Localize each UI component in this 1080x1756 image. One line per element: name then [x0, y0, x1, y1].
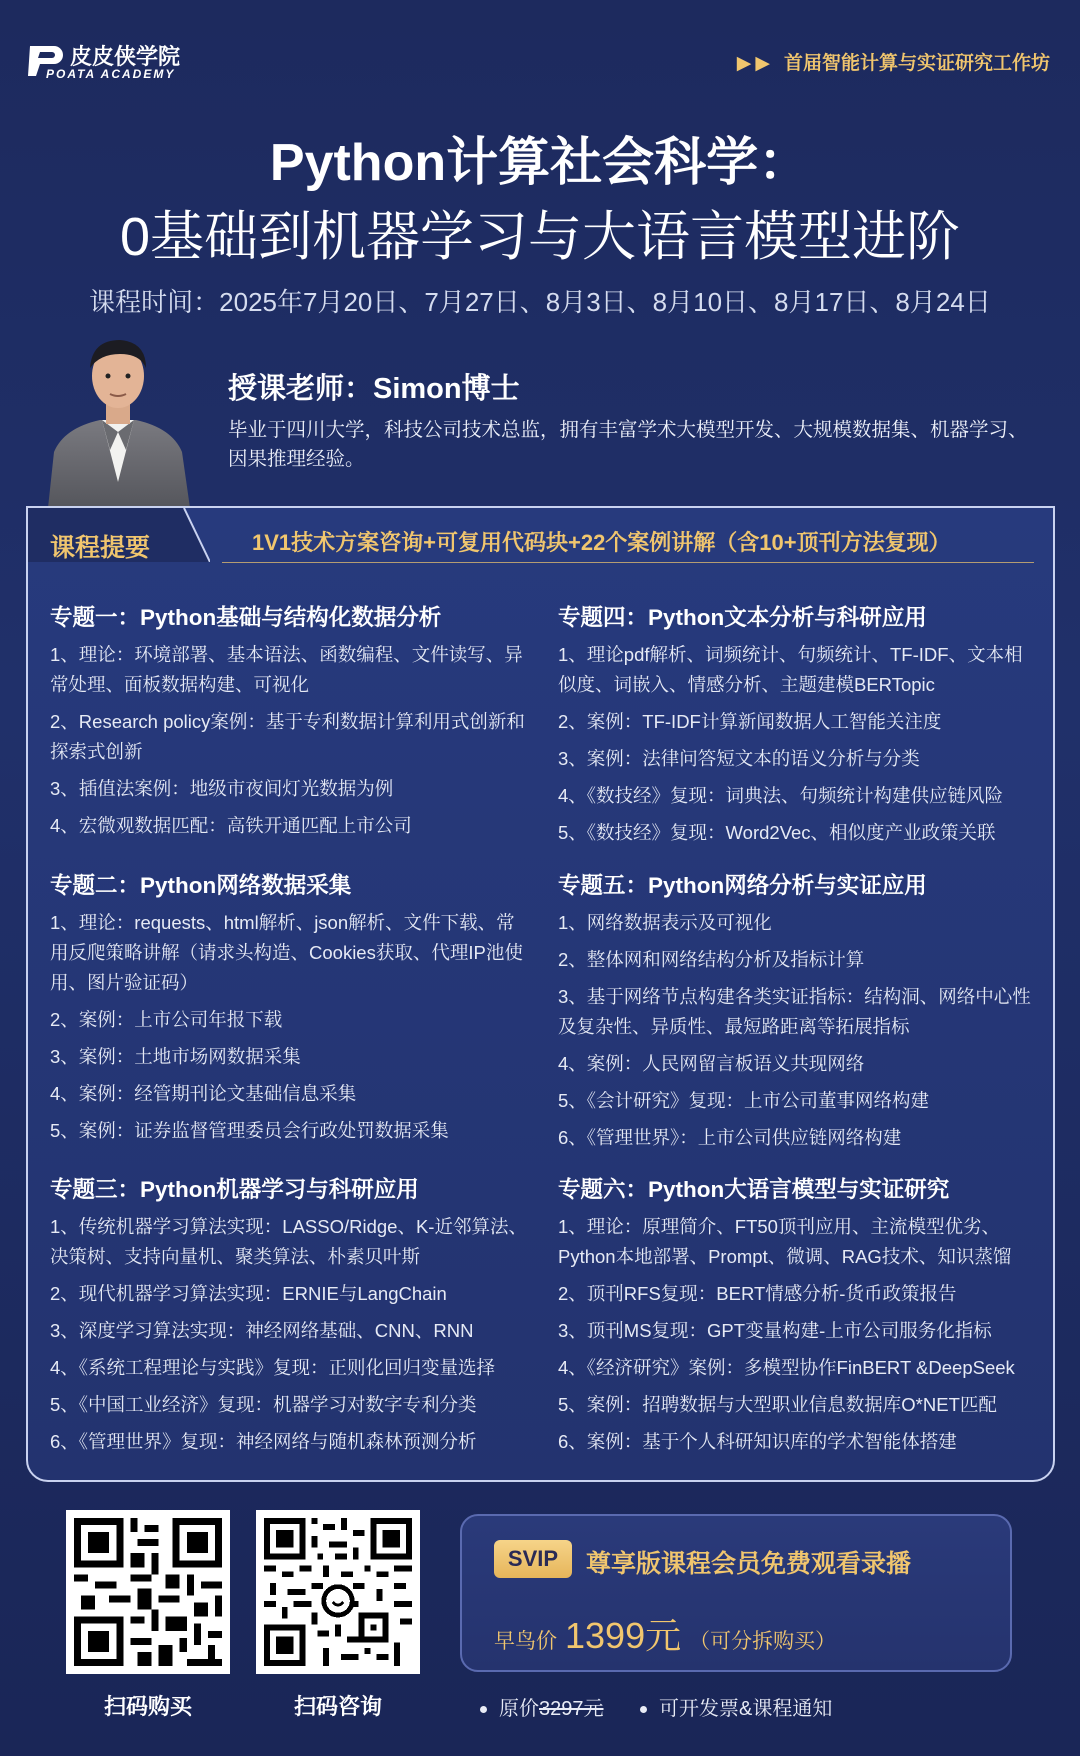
topic-item: 1、理论：原理简介、FT50顶刊应用、主流模型优劣、Python本地部署、Prompt、微调、RAG技术、知识蒸馏 — [558, 1216, 1012, 1267]
purchase-qr-code[interactable] — [66, 1510, 230, 1674]
topic-title: 专题三：Python机器学习与科研应用 — [50, 1177, 419, 1202]
topic-item: 6、《管理世界》复现：神经网络与随机森林预测分析 — [50, 1431, 477, 1452]
invoice-text: 可开发票&课程通知 — [659, 1698, 833, 1720]
topic-item: 2、Research policy案例：基于专利数据计算利用式创新和探索式创新 — [50, 711, 525, 762]
pricing-panel — [460, 1514, 1012, 1672]
topic-item: 1、理论：环境部署、基本语法、函数编程、文件读写、异常处理、面板数据构建、可视化 — [50, 644, 523, 695]
topic-item: 4、宏微观数据匹配：高铁开通匹配上市公司 — [50, 815, 412, 836]
topic-item: 6、《管理世界》：上市公司供应链网络构建 — [558, 1127, 902, 1148]
topic-item: 2、案例：TF-IDF计算新闻数据人工智能关注度 — [558, 711, 942, 732]
topic-item: 3、插值法案例：地级市夜间灯光数据为例 — [50, 778, 394, 799]
qr-code-icon — [74, 1518, 222, 1666]
topic-item: 4、案例：人民网留言板语义共现网络 — [558, 1053, 865, 1074]
topic-item: 3、案例：法律问答短文本的语义分析与分类 — [558, 748, 920, 769]
topic-item: 3、案例：土地市场网数据采集 — [50, 1046, 301, 1067]
topic-section-2 — [50, 868, 530, 1153]
price-value: 1399元 — [565, 1615, 682, 1656]
topic-title: 专题四：Python文本分析与科研应用 — [558, 605, 927, 630]
invoice-note — [640, 1692, 832, 1721]
topic-item: 6、案例：基于个人科研知识库的学术智能体搭建 — [558, 1431, 957, 1452]
topic-item: 3、基于网络节点构建各类实证指标：结构洞、网络中心性及复杂性、异质性、最短路距离等拓展指标 — [558, 986, 1031, 1037]
topic-section-3 — [50, 1172, 530, 1464]
topic-item: 4、《数技经》复现：词典法、句频统计构建供应链风险 — [558, 785, 1004, 806]
topic-item: 1、理论：requests、html解析、json解析、文件下载、常用反爬策略讲解（请求头构造、Cookies获取、代理IP池使用、图片验证码） — [50, 912, 523, 993]
topic-item: 1、网络数据表示及可视化 — [558, 912, 772, 933]
topic-item: 3、深度学习算法实现：神经网络基础、CNN、RNN — [50, 1320, 474, 1341]
topic-item: 2、案例：上市公司年报下载 — [50, 1009, 283, 1030]
topic-section-1 — [50, 600, 530, 848]
topic-item: 2、现代机器学习算法实现：ERNIE与LangChain — [50, 1283, 447, 1304]
topic-item: 4、《系统工程理论与实践》复现：正则化回归变量选择 — [50, 1357, 496, 1378]
topic-item: 1、传统机器学习算法实现：LASSO/Ridge、K-近邻算法、决策树、支持向量机、聚类算法、朴素贝叶斯 — [50, 1216, 527, 1267]
logo-english-name: POATA ACADEMY — [46, 67, 176, 81]
original-price-value: 3297元 — [539, 1698, 604, 1720]
double-arrow-icon: ▶▶ — [736, 53, 774, 74]
topic-item: 5、案例：招聘数据与大型职业信息数据库O*NET匹配 — [558, 1394, 997, 1415]
topic-item: 5、《数技经》复现：Word2Vec、相似度产业政策关联 — [558, 822, 996, 843]
card-headline: 1V1技术方案咨询+可复用代码块+22个案例讲解（含10+顶刊方法复现） — [252, 530, 951, 555]
split-purchase-note: （可分拆购买） — [689, 1630, 837, 1653]
topic-item: 5、《中国工业经济》复现：机器学习对数字专利分类 — [50, 1394, 477, 1415]
logo-chinese-name: 皮皮侠学院 — [70, 44, 181, 69]
qr-caption-consult: 扫码咨询 — [293, 1694, 382, 1719]
divider — [222, 562, 1034, 563]
page-title: Python计算社会科学： — [269, 134, 811, 192]
teacher-description: 毕业于四川大学，科技公司技术总监，拥有丰富学术大模型开发、大规模数据集、机器学习、因果推理经验。 — [228, 419, 1028, 470]
topic-item: 3、顶刊MS复现：GPT变量构建-上市公司服务化指标 — [558, 1320, 992, 1341]
topic-item: 5、《会计研究》复现：上市公司董事网络构建 — [558, 1090, 930, 1111]
original-price-label: 原价 — [499, 1698, 539, 1720]
svip-description: 尊享版课程会员免费观看录播 — [586, 1550, 912, 1578]
topic-item: 1、理论pdf解析、词频统计、句频统计、TF-IDF、文本相似度、词嵌入、情感分析、主题建模BERTopic — [558, 644, 1023, 695]
svip-badge: SVIP — [494, 1540, 572, 1578]
topic-item: 4、《经济研究》案例：多模型协作FinBERT &DeepSeek — [558, 1357, 1015, 1378]
topic-section-4 — [558, 600, 1038, 855]
teacher-name: 授课老师：Simon博士 — [228, 373, 520, 405]
card-label: 课程提要 — [50, 534, 151, 562]
workshop-tag — [737, 48, 1050, 75]
bullet-icon — [640, 1706, 647, 1713]
qr-caption-purchase: 扫码购买 — [103, 1694, 192, 1719]
topic-title: 专题五：Python网络分析与实证应用 — [558, 873, 927, 898]
topic-title: 专题一：Python基础与结构化数据分析 — [50, 605, 442, 630]
teacher-photo — [44, 332, 192, 508]
page-subtitle: 0基础到机器学习与大语言模型进阶 — [119, 207, 961, 267]
topic-item: 4、案例：经管期刊论文基础信息采集 — [50, 1083, 357, 1104]
topic-title: 专题二：Python网络数据采集 — [50, 873, 352, 898]
course-outline-card — [26, 506, 1055, 1482]
topic-item: 5、案例：证券监督管理委员会行政处罚数据采集 — [50, 1120, 449, 1141]
workshop-tag-text: 首届智能计算与实证研究工作坊 — [783, 53, 1050, 74]
topic-item: 2、顶刊RFS复现：BERT情感分析-货币政策报告 — [558, 1283, 957, 1304]
topic-title: 专题六：Python大语言模型与实证研究 — [558, 1177, 950, 1202]
topic-section-6 — [558, 1172, 1038, 1464]
topic-item: 2、整体网和网络结构分析及指标计算 — [558, 949, 865, 970]
course-dates: 课程时间：2025年7月20日、7月27日、8月3日、8月10日、8月17日、8月24日 — [89, 287, 991, 317]
consult-qr-code[interactable] — [256, 1510, 420, 1674]
topic-section-5 — [558, 868, 1038, 1160]
original-price-note — [480, 1692, 604, 1721]
academy-logo — [26, 40, 216, 84]
qr-code-icon — [264, 1518, 412, 1666]
bullet-icon — [480, 1706, 487, 1713]
early-bird-label: 早鸟价 — [494, 1630, 557, 1653]
early-bird-price — [494, 1608, 836, 1659]
